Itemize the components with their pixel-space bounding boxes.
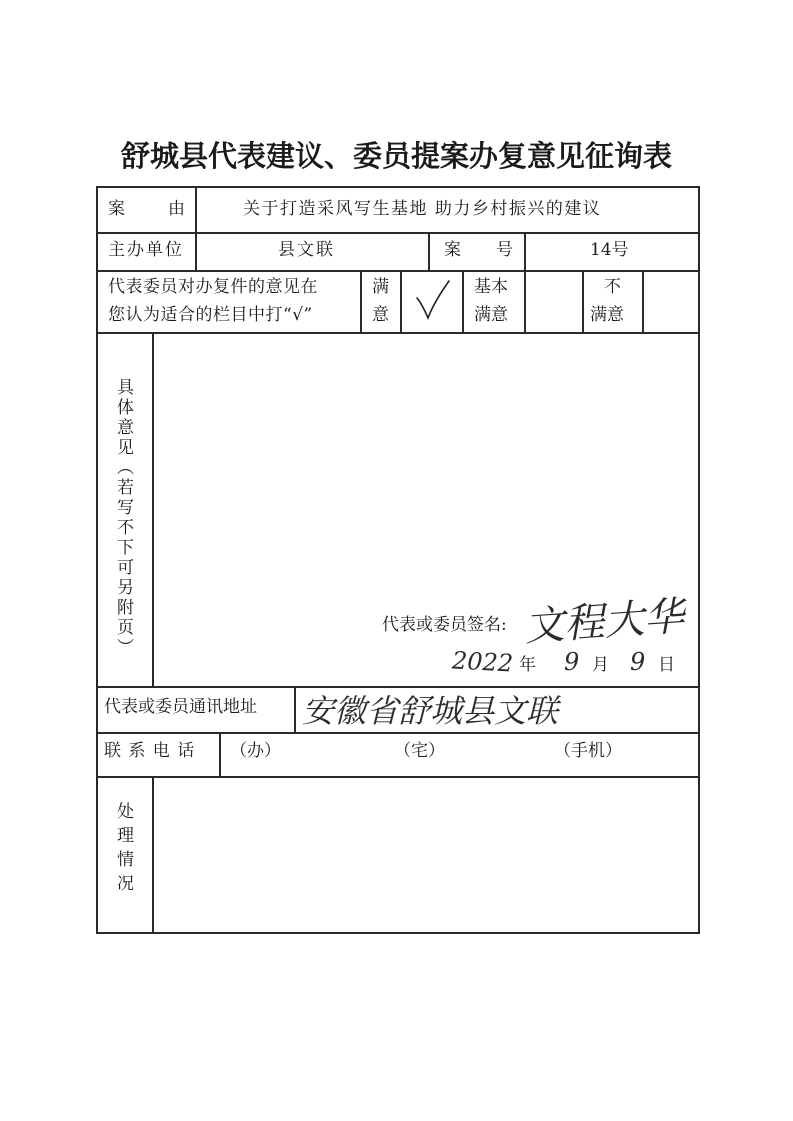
basic-satisfied-label-2: 满意 bbox=[474, 305, 508, 325]
col-divider bbox=[360, 270, 362, 332]
row-divider bbox=[96, 270, 700, 272]
row-divider bbox=[96, 332, 700, 334]
handling-label: 处理情况 bbox=[113, 802, 133, 898]
col-divider bbox=[400, 270, 402, 332]
address-label: 代表或委员通讯地址 bbox=[104, 697, 257, 717]
date-month: 9 bbox=[564, 648, 580, 676]
unit-label: 主办单位 bbox=[108, 240, 184, 260]
reason-label-right: 由 bbox=[168, 199, 185, 219]
opinion-prompt-line1: 代表委员对办复件的意见在 bbox=[108, 277, 318, 297]
checkmark-icon bbox=[414, 278, 452, 324]
date-day: 9 bbox=[630, 648, 646, 676]
case-label-right: 号 bbox=[496, 240, 513, 260]
unit-value: 县文联 bbox=[278, 240, 335, 260]
border-right bbox=[698, 186, 700, 933]
case-label-left: 案 bbox=[444, 240, 461, 260]
col-divider bbox=[524, 232, 526, 270]
address-value: 安徽省舒城县文联 bbox=[302, 692, 559, 730]
border-left bbox=[96, 186, 98, 933]
basic-satisfied-label-1: 基本 bbox=[474, 277, 508, 297]
row-divider bbox=[96, 232, 700, 234]
unsatisfied-label-1: 不 bbox=[604, 277, 621, 297]
col-divider bbox=[524, 270, 526, 332]
phone-mobile: （手机） bbox=[554, 741, 622, 761]
date-month-unit: 月 bbox=[592, 655, 609, 675]
col-divider bbox=[195, 186, 197, 270]
handwritten-signature: 文程大华 bbox=[522, 593, 686, 651]
reason-label-left: 案 bbox=[108, 199, 125, 219]
opinion-prompt-line2: 您认为适合的栏目中打“√” bbox=[108, 305, 313, 325]
col-divider bbox=[582, 270, 584, 332]
phone-label: 联 系 电 话 bbox=[104, 741, 196, 761]
col-divider bbox=[428, 232, 430, 270]
border-bottom bbox=[96, 932, 700, 934]
reason-value: 关于打造采风写生基地 助力乡村振兴的建议 bbox=[243, 199, 602, 219]
case-value: 14号 bbox=[590, 240, 629, 260]
inquiry-form bbox=[96, 186, 700, 933]
date-day-unit: 日 bbox=[658, 655, 675, 675]
date-year: 2022 bbox=[451, 646, 514, 678]
unsatisfied-label-2: 满意 bbox=[590, 305, 624, 325]
col-divider bbox=[462, 270, 464, 332]
col-divider bbox=[152, 332, 154, 686]
row-divider bbox=[96, 776, 700, 778]
phone-home: （宅） bbox=[394, 741, 445, 761]
row-divider bbox=[96, 732, 700, 734]
opinion-label: 具体意见（若写不下可另附页） bbox=[113, 378, 133, 658]
col-divider bbox=[642, 270, 644, 332]
col-divider bbox=[152, 776, 154, 932]
col-divider bbox=[219, 732, 221, 776]
form-title: 舒城县代表建议、委员提案办复意见征询表 bbox=[120, 139, 672, 173]
signature-label: 代表或委员签名: bbox=[382, 615, 507, 635]
border-top bbox=[96, 186, 700, 188]
satisfied-label-2: 意 bbox=[372, 305, 389, 325]
date-year-unit: 年 bbox=[519, 655, 536, 675]
phone-office: （办） bbox=[230, 741, 281, 761]
col-divider bbox=[294, 686, 296, 732]
satisfied-label-1: 满 bbox=[372, 277, 389, 297]
